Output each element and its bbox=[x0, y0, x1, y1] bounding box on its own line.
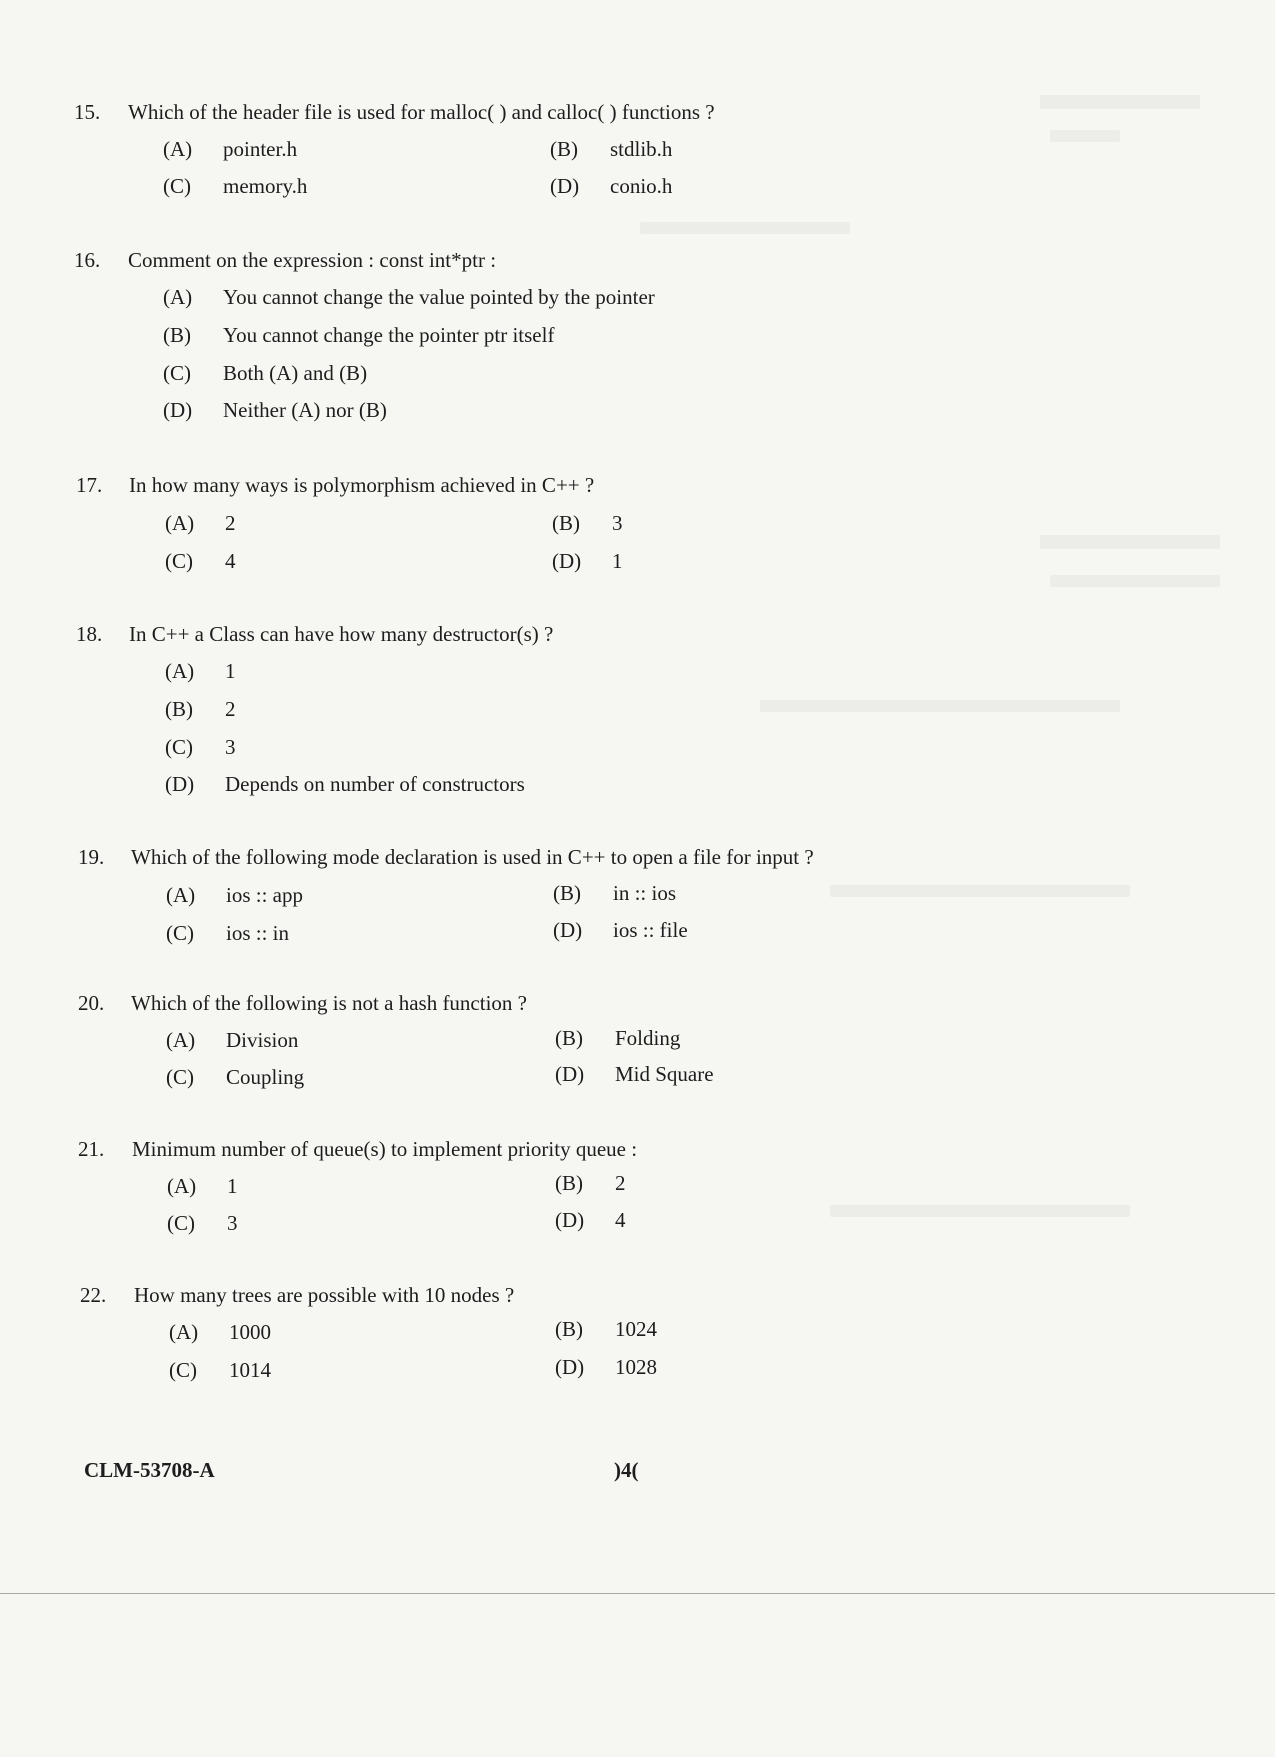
question-17-option-d[interactable] bbox=[552, 549, 623, 574]
question-15-text: Which of the header file is used for malloc( ) and calloc( ) functions ? bbox=[128, 100, 715, 124]
option-text: 1 bbox=[225, 659, 236, 683]
question-17-option-c[interactable] bbox=[165, 549, 236, 574]
option-label: (A) bbox=[166, 883, 196, 907]
option-text: Depends on number of constructors bbox=[225, 772, 525, 796]
question-19-option-d[interactable] bbox=[553, 918, 688, 943]
question-21-number: 21. bbox=[78, 1137, 105, 1161]
option-text: Division bbox=[226, 1028, 299, 1052]
option-text: 4 bbox=[615, 1208, 626, 1232]
option-label: (B) bbox=[552, 511, 580, 535]
question-17-option-a[interactable] bbox=[165, 511, 236, 536]
question-17-text: In how many ways is polymorphism achieved in C++ ? bbox=[129, 473, 595, 497]
question-21-option-a[interactable] bbox=[167, 1174, 238, 1199]
question-15-option-c[interactable] bbox=[163, 174, 307, 199]
question-22-option-d[interactable] bbox=[555, 1355, 657, 1380]
question-15-option-b[interactable] bbox=[550, 137, 672, 162]
option-text: 2 bbox=[225, 697, 236, 721]
option-label: (B) bbox=[163, 323, 191, 347]
option-label: (A) bbox=[166, 1028, 196, 1052]
bleed-through-mark bbox=[830, 885, 1130, 897]
option-label: (D) bbox=[550, 174, 580, 198]
option-label: (B) bbox=[165, 697, 193, 721]
question-18-option-d[interactable] bbox=[165, 772, 525, 797]
option-text: 1 bbox=[612, 549, 623, 573]
option-text: 1 bbox=[227, 1174, 238, 1198]
question-20-text: Which of the following is not a hash function ? bbox=[131, 991, 527, 1015]
option-text: 2 bbox=[225, 511, 236, 535]
question-18-number: 18. bbox=[76, 622, 103, 646]
question-20-option-b[interactable] bbox=[555, 1026, 680, 1051]
option-label: (D) bbox=[553, 918, 583, 942]
option-label: (B) bbox=[555, 1171, 583, 1195]
question-21-option-c[interactable] bbox=[167, 1211, 238, 1236]
option-text: in :: ios bbox=[613, 881, 677, 905]
option-text: 3 bbox=[225, 735, 236, 759]
question-19-option-a[interactable] bbox=[166, 883, 303, 908]
bleed-through-mark bbox=[1040, 95, 1200, 109]
question-16-text: Comment on the expression : const int*ptr : bbox=[128, 248, 497, 272]
option-text: 3 bbox=[612, 511, 623, 535]
option-text: Mid Square bbox=[615, 1062, 714, 1086]
option-label: (C) bbox=[165, 735, 193, 759]
option-label: (D) bbox=[555, 1062, 585, 1086]
question-16-option-a[interactable] bbox=[163, 285, 655, 310]
question-21-option-d[interactable] bbox=[555, 1208, 626, 1233]
option-text: ios :: app bbox=[226, 883, 303, 907]
question-22-text: How many trees are possible with 10 nodes ? bbox=[134, 1283, 515, 1307]
option-label: (D) bbox=[552, 549, 582, 573]
option-label: (A) bbox=[169, 1320, 199, 1344]
option-label: (B) bbox=[555, 1026, 583, 1050]
option-text: Both (A) and (B) bbox=[223, 361, 368, 385]
bleed-through-mark bbox=[1050, 130, 1120, 142]
option-text: ios :: file bbox=[613, 918, 688, 942]
option-label: (C) bbox=[163, 361, 191, 385]
option-label: (B) bbox=[555, 1317, 583, 1341]
option-text: 1028 bbox=[615, 1355, 657, 1379]
option-label: (D) bbox=[163, 398, 193, 422]
option-label: (C) bbox=[166, 1065, 194, 1089]
option-label: (C) bbox=[166, 921, 194, 945]
option-label: (A) bbox=[167, 1174, 197, 1198]
question-18-option-b[interactable] bbox=[165, 697, 236, 722]
question-15-option-a[interactable] bbox=[163, 137, 297, 162]
option-text: 2 bbox=[615, 1171, 626, 1195]
bleed-through-mark bbox=[1040, 535, 1220, 549]
option-text: memory.h bbox=[223, 174, 308, 198]
question-20-number: 20. bbox=[78, 991, 105, 1015]
option-text: 4 bbox=[225, 549, 236, 573]
option-text: 1000 bbox=[229, 1320, 271, 1344]
question-19-text: Which of the following mode declaration is used in C++ to open a file for input ? bbox=[131, 845, 814, 869]
question-22-number: 22. bbox=[80, 1283, 107, 1307]
question-22-option-c[interactable] bbox=[169, 1358, 271, 1383]
option-label: (A) bbox=[165, 659, 195, 683]
question-15-option-d[interactable] bbox=[550, 174, 672, 199]
option-text: conio.h bbox=[610, 174, 673, 198]
question-18-text: In C++ a Class can have how many destructor(s) ? bbox=[129, 622, 554, 646]
option-label: (C) bbox=[169, 1358, 197, 1382]
option-label: (C) bbox=[163, 174, 191, 198]
option-label: (A) bbox=[163, 137, 193, 161]
bleed-through-mark bbox=[830, 1205, 1130, 1217]
bleed-through-mark bbox=[640, 222, 850, 234]
option-text: Coupling bbox=[226, 1065, 305, 1089]
option-text: pointer.h bbox=[223, 137, 298, 161]
question-22-option-b[interactable] bbox=[555, 1317, 657, 1342]
question-19-number: 19. bbox=[78, 845, 105, 869]
question-15-number: 15. bbox=[74, 100, 101, 124]
option-text: You cannot change the pointer ptr itself bbox=[223, 323, 555, 347]
option-text: You cannot change the value pointed by the pointer bbox=[223, 285, 655, 309]
question-18-option-c[interactable] bbox=[165, 735, 236, 760]
option-label: (D) bbox=[555, 1208, 585, 1232]
option-label: (A) bbox=[163, 285, 193, 309]
option-label: (C) bbox=[167, 1211, 195, 1235]
question-16-option-c[interactable] bbox=[163, 361, 367, 386]
option-label: (D) bbox=[165, 772, 195, 796]
option-label: (D) bbox=[555, 1355, 585, 1379]
bleed-through-mark bbox=[1050, 575, 1220, 587]
paper-code: CLM-53708-A bbox=[84, 1458, 215, 1482]
option-label: (B) bbox=[550, 137, 578, 161]
option-text: 1014 bbox=[229, 1358, 271, 1382]
option-text: 3 bbox=[227, 1211, 238, 1235]
option-label: (A) bbox=[165, 511, 195, 535]
question-20-option-c[interactable] bbox=[166, 1065, 304, 1090]
option-text: ios :: in bbox=[226, 921, 290, 945]
question-17-number: 17. bbox=[76, 473, 103, 497]
page-edge-divider bbox=[0, 1593, 1275, 1594]
option-text: 1024 bbox=[615, 1317, 657, 1341]
question-16-option-d[interactable] bbox=[163, 398, 387, 423]
option-text: Folding bbox=[615, 1026, 681, 1050]
question-22-option-a[interactable] bbox=[169, 1320, 271, 1345]
page-number: )4( bbox=[614, 1458, 639, 1482]
question-20-option-d[interactable] bbox=[555, 1062, 714, 1087]
bleed-through-mark bbox=[760, 700, 1120, 712]
option-text: Neither (A) nor (B) bbox=[223, 398, 387, 422]
question-16-number: 16. bbox=[74, 248, 101, 272]
option-text: stdlib.h bbox=[610, 137, 673, 161]
question-20-option-a[interactable] bbox=[166, 1028, 298, 1053]
question-19-option-b[interactable] bbox=[553, 881, 676, 906]
question-21-text: Minimum number of queue(s) to implement priority queue : bbox=[132, 1137, 638, 1161]
question-21-option-b[interactable] bbox=[555, 1171, 626, 1196]
option-label: (C) bbox=[165, 549, 193, 573]
question-18-option-a[interactable] bbox=[165, 659, 236, 684]
question-17-option-b[interactable] bbox=[552, 511, 623, 536]
question-16-option-b[interactable] bbox=[163, 323, 554, 348]
question-19-option-c[interactable] bbox=[166, 921, 289, 946]
option-label: (B) bbox=[553, 881, 581, 905]
